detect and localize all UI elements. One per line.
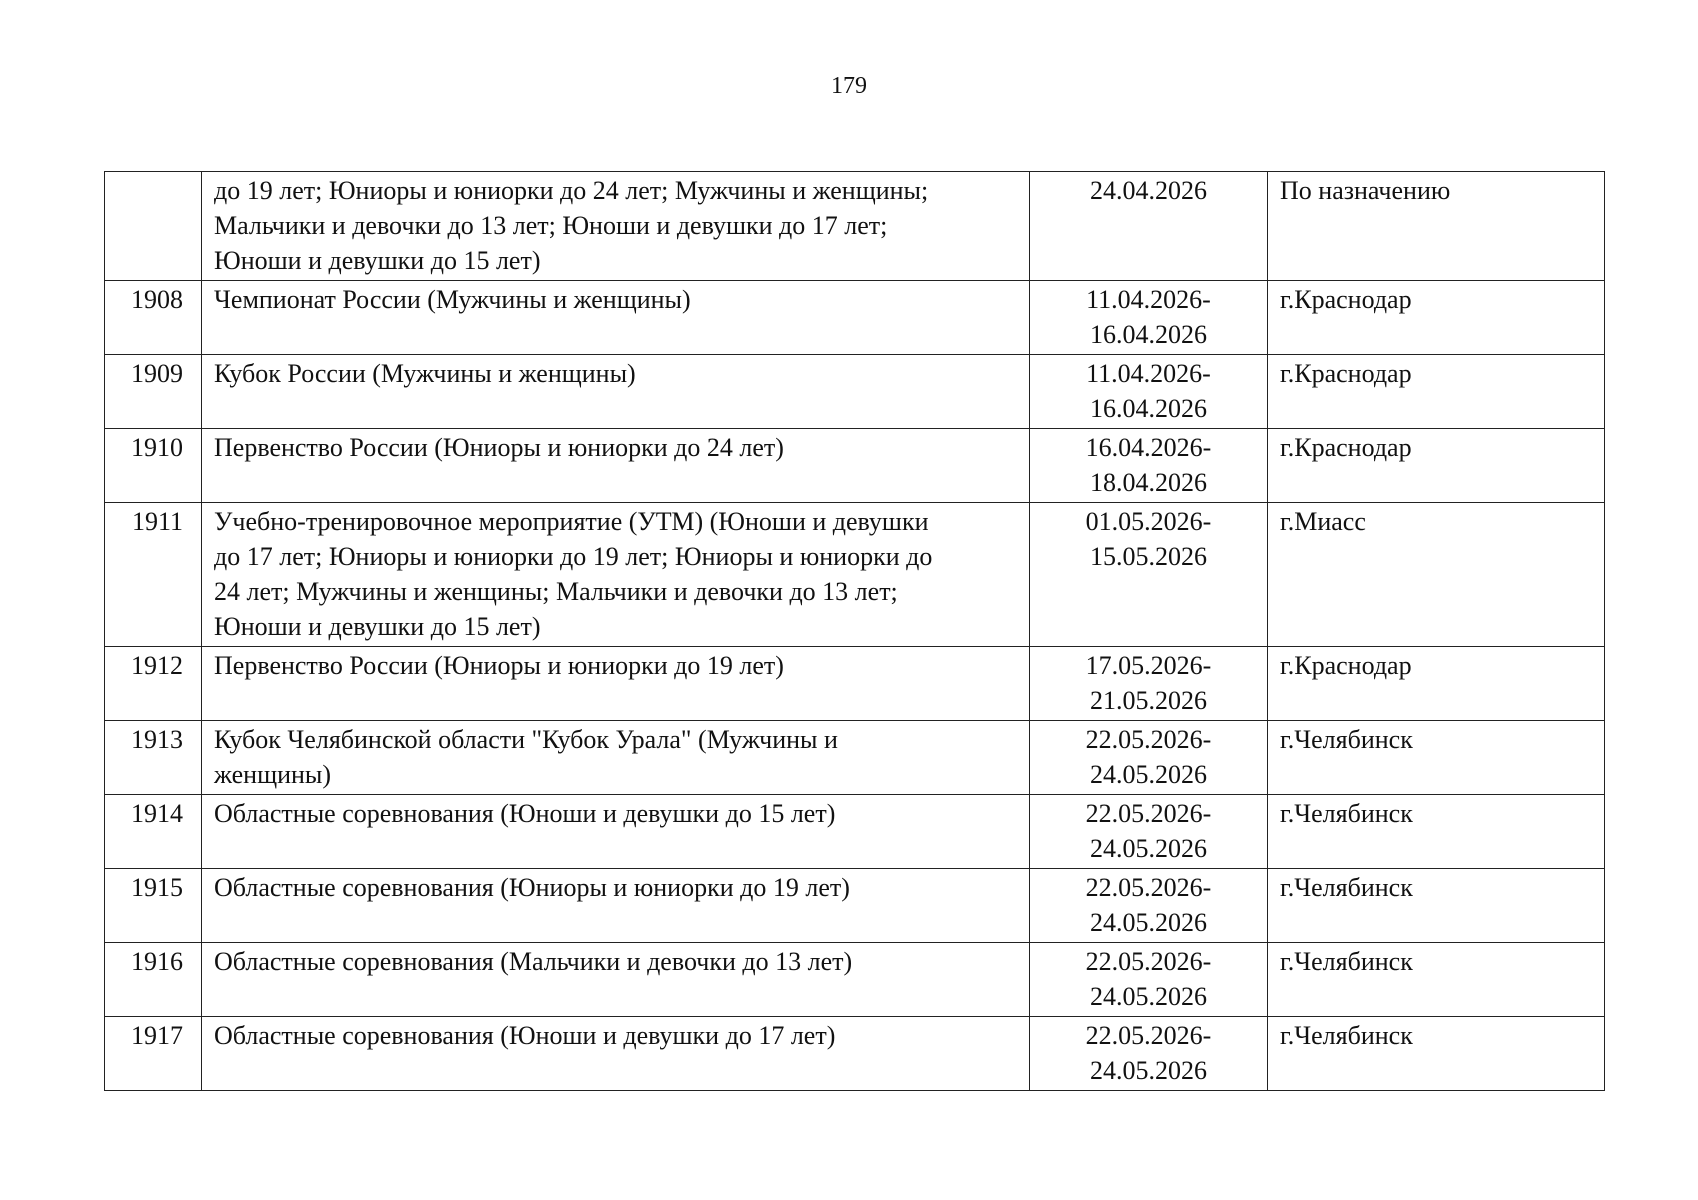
- event-date-line: 11.04.2026-: [1086, 285, 1211, 314]
- event-date-line: 21.05.2026: [1090, 686, 1207, 715]
- event-place-cell: По назначению: [1268, 172, 1605, 281]
- event-name-line: Первенство России (Юниоры и юниорки до 19 лет): [214, 651, 784, 680]
- event-date-line: 22.05.2026-: [1085, 799, 1212, 828]
- table-row: [105, 647, 1605, 721]
- event-date-line: 18.04.2026: [1090, 468, 1207, 497]
- event-date-line: 01.05.2026-: [1085, 507, 1212, 536]
- event-name-line: Областные соревнования (Мальчики и девочки до 13 лет): [214, 947, 853, 976]
- event-place-cell: г.Краснодар: [1268, 281, 1605, 355]
- row-number-cell: 1915: [105, 869, 202, 943]
- event-date-line: 22.05.2026-: [1085, 1021, 1212, 1050]
- table-row: [105, 869, 1605, 943]
- event-name-line: Областные соревнования (Юниоры и юниорки до 19 лет): [214, 873, 850, 902]
- row-number-cell: 1911: [105, 503, 202, 647]
- event-name-line: Кубок России (Мужчины и женщины): [214, 359, 636, 388]
- table-row: [105, 355, 1605, 429]
- event-date-cell: [1030, 721, 1268, 795]
- event-name-cell: [202, 281, 1030, 355]
- event-date-line: 24.05.2026: [1090, 834, 1207, 863]
- table-row: [105, 795, 1605, 869]
- event-place-cell: г.Челябинск: [1268, 943, 1605, 1017]
- event-date-cell: [1030, 172, 1268, 281]
- table-row: [105, 943, 1605, 1017]
- event-place-cell: г.Челябинск: [1268, 795, 1605, 869]
- event-date-cell: [1030, 281, 1268, 355]
- event-date-cell: [1030, 943, 1268, 1017]
- event-name-cell: [202, 795, 1030, 869]
- event-date-line: 22.05.2026-: [1085, 947, 1212, 976]
- page-number: 179: [831, 73, 867, 99]
- row-number-cell: 1910: [105, 429, 202, 503]
- event-date-line: 16.04.2026: [1090, 394, 1207, 423]
- row-number-cell: 1908: [105, 281, 202, 355]
- event-name-line: Мальчики и девочки до 13 лет; Юноши и девушки до 17 лет;: [214, 211, 888, 240]
- row-number-cell: 1909: [105, 355, 202, 429]
- event-date-line: 16.04.2026-: [1085, 433, 1212, 462]
- event-name-line: Учебно-тренировочное мероприятие (УТМ) (Юноши и девушки: [214, 507, 929, 536]
- row-number-cell: 1916: [105, 943, 202, 1017]
- event-name-line: Первенство России (Юниоры и юниорки до 24 лет): [214, 433, 784, 462]
- event-name-cell: [202, 1017, 1030, 1091]
- event-place-cell: г.Челябинск: [1268, 869, 1605, 943]
- event-name-cell: [202, 647, 1030, 721]
- table-row: [105, 721, 1605, 795]
- event-date-line: 24.05.2026: [1090, 1056, 1207, 1085]
- event-date-cell: [1030, 647, 1268, 721]
- event-date-line: 11.04.2026-: [1086, 359, 1211, 388]
- event-date-line: 22.05.2026-: [1085, 873, 1212, 902]
- events-table: [104, 171, 1605, 1091]
- table-row: [105, 172, 1605, 281]
- event-date-line: 17.05.2026-: [1085, 651, 1212, 680]
- event-date-cell: [1030, 795, 1268, 869]
- event-date-cell: [1030, 355, 1268, 429]
- event-date-line: 24.05.2026: [1090, 908, 1207, 937]
- event-name-line: Юноши и девушки до 15 лет): [214, 612, 541, 641]
- table-row: [105, 281, 1605, 355]
- event-place-cell: г.Челябинск: [1268, 721, 1605, 795]
- event-place-cell: г.Краснодар: [1268, 429, 1605, 503]
- event-name-line: Чемпионат России (Мужчины и женщины): [214, 285, 691, 314]
- event-date-cell: [1030, 869, 1268, 943]
- event-name-line: Кубок Челябинской области "Кубок Урала" (Мужчины и: [214, 725, 838, 754]
- event-name-line: Областные соревнования (Юноши и девушки до 15 лет): [214, 799, 836, 828]
- event-name-cell: [202, 355, 1030, 429]
- event-date-line: 22.05.2026-: [1085, 725, 1212, 754]
- event-name-cell: [202, 869, 1030, 943]
- event-name-cell: [202, 503, 1030, 647]
- row-number-cell: 1913: [105, 721, 202, 795]
- event-name-cell: [202, 429, 1030, 503]
- event-date-line: 16.04.2026: [1090, 320, 1207, 349]
- event-date-line: 24.05.2026: [1090, 760, 1207, 789]
- event-name-cell: [202, 721, 1030, 795]
- event-date-cell: [1030, 1017, 1268, 1091]
- events-table-body: [105, 172, 1605, 1091]
- event-name-line: до 17 лет; Юниоры и юниорки до 19 лет; Юниоры и юниорки до: [214, 542, 933, 571]
- event-date-line: 24.04.2026: [1090, 176, 1207, 205]
- event-name-line: до 19 лет; Юниоры и юниорки до 24 лет; Мужчины и женщины;: [214, 176, 929, 205]
- event-date-line: 15.05.2026: [1090, 542, 1207, 571]
- table-row: [105, 503, 1605, 647]
- row-number-cell: 1914: [105, 795, 202, 869]
- event-name-line: Областные соревнования (Юноши и девушки до 17 лет): [214, 1021, 836, 1050]
- event-date-cell: [1030, 429, 1268, 503]
- event-place-cell: г.Краснодар: [1268, 647, 1605, 721]
- table-row: [105, 429, 1605, 503]
- event-date-line: 24.05.2026: [1090, 982, 1207, 1011]
- event-name-cell: [202, 172, 1030, 281]
- event-place-cell: г.Краснодар: [1268, 355, 1605, 429]
- event-place-cell: г.Миасс: [1268, 503, 1605, 647]
- event-name-cell: [202, 943, 1030, 1017]
- row-number-cell: [105, 172, 202, 281]
- row-number-cell: 1917: [105, 1017, 202, 1091]
- table-row: [105, 1017, 1605, 1091]
- event-name-line: 24 лет; Мужчины и женщины; Мальчики и девочки до 13 лет;: [214, 577, 898, 606]
- event-name-line: женщины): [214, 760, 332, 789]
- event-name-line: Юноши и девушки до 15 лет): [214, 246, 541, 275]
- event-date-cell: [1030, 503, 1268, 647]
- row-number-cell: 1912: [105, 647, 202, 721]
- event-place-cell: г.Челябинск: [1268, 1017, 1605, 1091]
